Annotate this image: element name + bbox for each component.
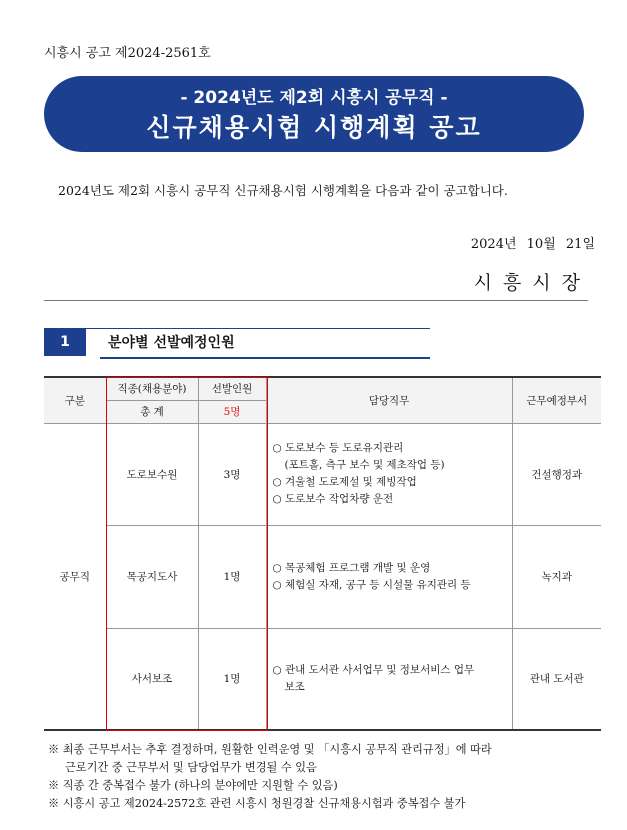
quota-value: 1명 xyxy=(198,525,266,628)
header-duty: 담당직무 xyxy=(266,377,512,423)
category-value: 공무직 xyxy=(44,423,106,730)
total-label: 총 계 xyxy=(106,400,198,423)
header-category: 구분 xyxy=(44,377,106,423)
duty-line: ○ 도로보수 등 도로유지관리 xyxy=(272,442,404,454)
notes xyxy=(48,741,608,813)
duty-cell xyxy=(266,423,512,525)
signatory: 시흥시장 xyxy=(473,272,591,294)
duty-line: ○ 겨울철 도로제설 및 제빙작업 xyxy=(272,476,417,488)
job-name: 목공지도사 xyxy=(106,525,198,628)
duty-cell xyxy=(266,525,512,628)
table-row xyxy=(44,525,601,628)
note-line: ※ 시흥시 공고 제2024-2572호 관련 시흥시 청원경찰 신규채용시험과 중복접수 불가 xyxy=(48,797,466,810)
header-dept: 근무예정부서 xyxy=(512,377,601,423)
duty-line: ○ 관내 도서관 사서업무 및 정보서비스 업무 xyxy=(272,663,475,676)
duty-line: (포트홀, 측구 보수 및 제초작업 등) xyxy=(284,459,445,471)
title-banner xyxy=(44,76,584,152)
section-title: 분야별 선발예정인원 xyxy=(108,335,235,351)
section-rule-top xyxy=(86,328,430,329)
intro-text: 2024년도 제2회 시흥시 공무직 신규채용시험 시행계획을 다음과 같이 공고합니다. xyxy=(58,183,508,198)
note-line: 근로기간 중 근무부서 및 담당업무가 변경될 수 있음 xyxy=(65,761,317,774)
duty-line: ○ 목공체험 프로그램 개발 및 운영 xyxy=(272,561,431,574)
header-quota: 선발인원 xyxy=(198,377,266,400)
banner-title: 신규채용시험 시행계획 공고 xyxy=(146,113,482,142)
notice-date: 2024년 10월 21일 xyxy=(470,237,595,252)
table-row xyxy=(44,628,601,730)
dept-value: 건설행정과 xyxy=(512,423,601,525)
job-name: 사서보조 xyxy=(106,628,198,730)
job-name: 도로보수원 xyxy=(106,423,198,525)
section-number: 1 xyxy=(44,328,86,356)
section-rule xyxy=(100,357,430,359)
dept-value: 관내 도서관 xyxy=(512,628,601,730)
duty-cell xyxy=(266,628,512,730)
total-value: 5명 xyxy=(198,400,266,423)
table-row xyxy=(44,423,601,525)
header-job: 직종(채용분야) xyxy=(106,377,198,400)
notice-number: 시흥시 공고 제2024-2561호 xyxy=(44,46,211,61)
divider xyxy=(44,300,588,301)
quota-value: 3명 xyxy=(198,423,266,525)
staffing-table xyxy=(44,376,601,731)
duty-line: 보조 xyxy=(284,680,305,693)
dept-value: 녹지과 xyxy=(512,525,601,628)
note-line: ※ 최종 근무부서는 추후 결정하며, 원활한 인력운영 및 「시흥시 공무직 관리규정」에 따라 xyxy=(48,743,492,756)
banner-subtitle: - 2024년도 제2회 시흥시 공무직 - xyxy=(180,88,448,108)
duty-line: ○ 도로보수 작업차량 운전 xyxy=(272,493,394,505)
duty-line: ○ 체험실 자재, 공구 등 시설물 유지관리 등 xyxy=(272,578,471,591)
quota-value: 1명 xyxy=(198,628,266,730)
note-line: ※ 직종 간 중복접수 불가 (하나의 분야에만 지원할 수 있음) xyxy=(48,779,338,792)
